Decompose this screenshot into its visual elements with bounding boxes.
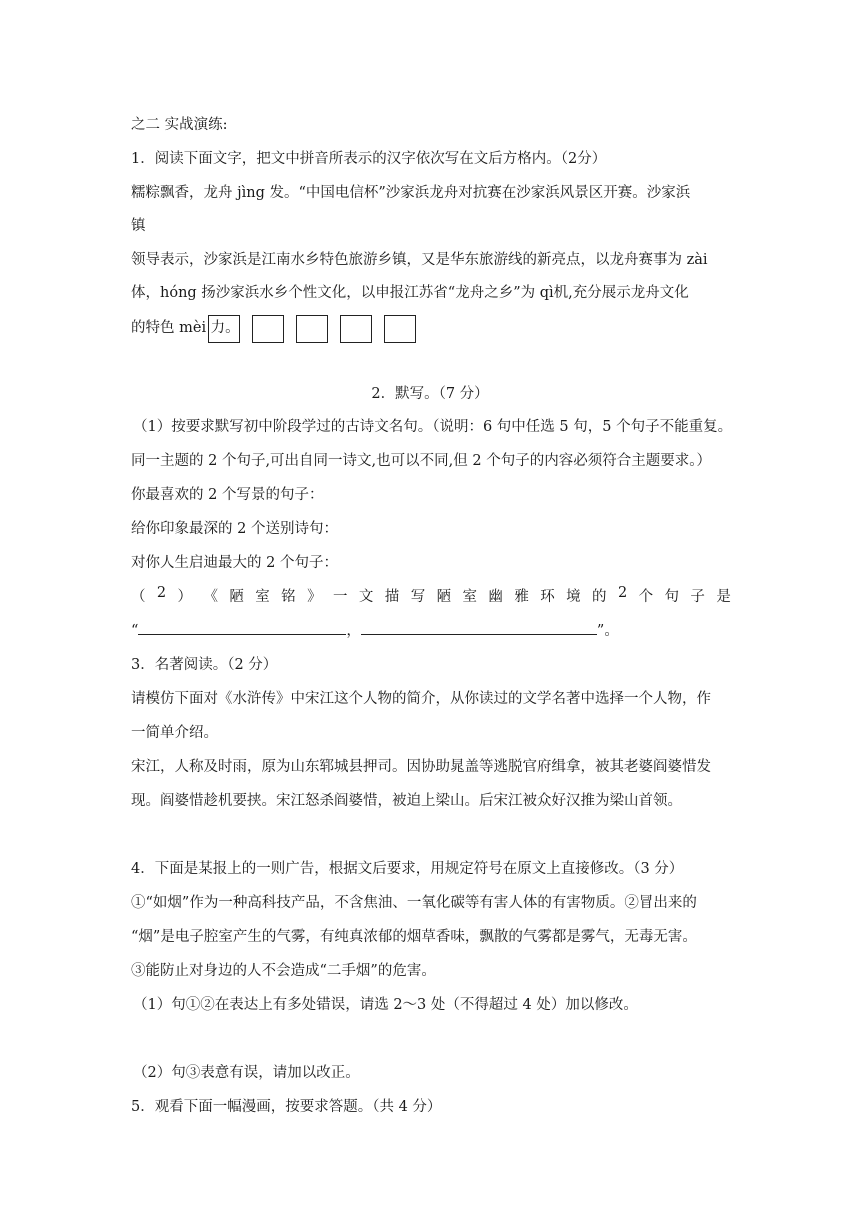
q2-part-2-char: 雅	[514, 589, 529, 605]
q2-part-2-char: 2	[617, 585, 628, 601]
q3-example-line-2: 现。阎婆惜趁机要挟。宋江怒杀阎婆惜，被迫上梁山。后宋江被众好汉推为梁山首领。	[131, 793, 682, 809]
q4-subquestion-1: （1）句①②在表达上有多处错误，请选 2～3 处（不得超过 4 处）加以修改。	[133, 997, 638, 1013]
q2-part-2-char: 幽	[488, 589, 503, 605]
answer-box[interactable]	[384, 315, 416, 343]
q2-part-2-char: 陋	[229, 589, 244, 605]
q1-text-line-3: 领导表示，沙家浜是江南水乡特色旅游乡镇，又是华东旅游线的新亮点，以龙舟赛事为 zài	[131, 252, 708, 268]
q2-part-2-char: 子	[690, 589, 705, 605]
q2-part-2-char: 文	[358, 589, 374, 605]
q3-text-line-1: 请模仿下面对《水浒传》中宋江这个人物的简介，从你读过的文学名著中选择一个人物，作	[131, 691, 711, 707]
q2-part-2-answer-line	[131, 619, 619, 640]
q2-part-2-char: 境	[566, 589, 581, 605]
answer-blank-2[interactable]	[361, 622, 597, 635]
q3-example-line-1: 宋江，人称及时雨，原为山东郓城县押司。因协助晁盖等逃脱官府缉拿，被其老婆阎婆惜发	[131, 759, 711, 775]
answer-box[interactable]	[208, 315, 240, 343]
section-heading: 之二 实战演练:	[131, 117, 228, 133]
q2-part-2-char: 一	[332, 589, 348, 605]
answer-box[interactable]	[340, 315, 372, 343]
q2-part-2-char: 《	[203, 589, 218, 605]
q2-part-2-char: 室	[462, 589, 478, 605]
q2-prompt-farewell: 给你印象最深的 2 个送别诗句：	[131, 521, 338, 537]
q2-part-2-char: 写	[410, 589, 426, 605]
q2-part-2-char: 铭	[281, 589, 296, 605]
question-3-title: 3．名著阅读。（2 分）	[131, 657, 278, 673]
q2-instruction-line-2: 同一主题的 2 个句子,可出自同一诗文,也可以不同,但 2 个句子的内容必须符合主题要求。）	[131, 453, 711, 469]
q3-text-line-2: 一简单介绍。	[131, 725, 218, 741]
q1-text-line-5: 的特色 mèi 力。	[131, 320, 240, 336]
question-1-title: 1．阅读下面文字，把文中拼音所表示的汉字依次写在文后方格内。（2分）	[131, 151, 607, 167]
question-5-title: 5．观看下面一幅漫画，按要求答题。（共 4 分）	[131, 1099, 442, 1115]
q2-part-2-char: 环	[540, 589, 555, 605]
q2-part-2-char: 描	[384, 589, 400, 605]
answer-blank-1[interactable]	[138, 622, 346, 635]
q2-part-2-char: ）	[177, 589, 193, 605]
q2-prompt-scenery: 你最喜欢的 2 个写景的句子：	[131, 487, 324, 503]
q2-part-2-char: 室	[255, 589, 270, 605]
q1-text-line-4: 体，hóng 扬沙家浜水乡个性文化，以申报江苏省“龙舟之乡”为 qì机,充分展示龙舟文化	[131, 285, 689, 301]
comma: ，	[346, 623, 361, 639]
q2-part-2-char: 2	[156, 585, 167, 601]
question-4-title: 4．下面是某报上的一则广告，根据文后要求，用规定符号在原文上直接修改。（3 分）	[131, 861, 684, 877]
q2-instruction-line-1: （1）按要求默写初中阶段学过的古诗文名句。（说明：6 句中任选 5 句，5 个句子不能重复。	[133, 419, 733, 435]
q4-text-line-3: ③能防止对身边的人不会造成“二手烟”的危害。	[131, 963, 436, 979]
q2-part-2-char: 陋	[436, 589, 452, 605]
q2-part-2-char: 句	[664, 589, 679, 605]
q2-part-2-char: （	[131, 589, 146, 605]
q2-prompt-inspiration: 对你人生启迪最大的 2 个句子：	[131, 555, 338, 571]
q4-text-line-1: ①“如烟”作为一种高科技产品，不含焦油、一氧化碳等有害人体的有害物质。②冒出来的	[131, 895, 697, 911]
question-2-title: 2．默写。（7 分）	[371, 386, 489, 402]
q1-text-line-1: 糯粽飘香，龙舟 jìng 发。“中国电信杯”沙家浜龙舟对抗赛在沙家浜风景区开赛。沙家浜	[131, 185, 691, 201]
q4-text-line-2: “烟”是电子腔室产生的气雾，有纯真浓郁的烟草香味，飘散的气雾都是雾气，无毒无害。	[131, 929, 697, 945]
answer-box[interactable]	[252, 315, 284, 343]
q2-part-2-char: 》	[307, 589, 322, 605]
q1-text-line-2: 镇	[131, 218, 146, 234]
answer-box[interactable]	[296, 315, 328, 343]
close-quote: ”。	[596, 623, 619, 639]
open-quote: “	[131, 623, 139, 639]
q2-part-2-char: 的	[592, 589, 607, 605]
q2-part-2-line	[131, 585, 731, 606]
q2-part-2-char: 是	[716, 589, 731, 605]
q2-part-2-char: 个	[638, 589, 654, 605]
q4-subquestion-2: （2）句③表意有误，请加以改正。	[133, 1065, 360, 1081]
